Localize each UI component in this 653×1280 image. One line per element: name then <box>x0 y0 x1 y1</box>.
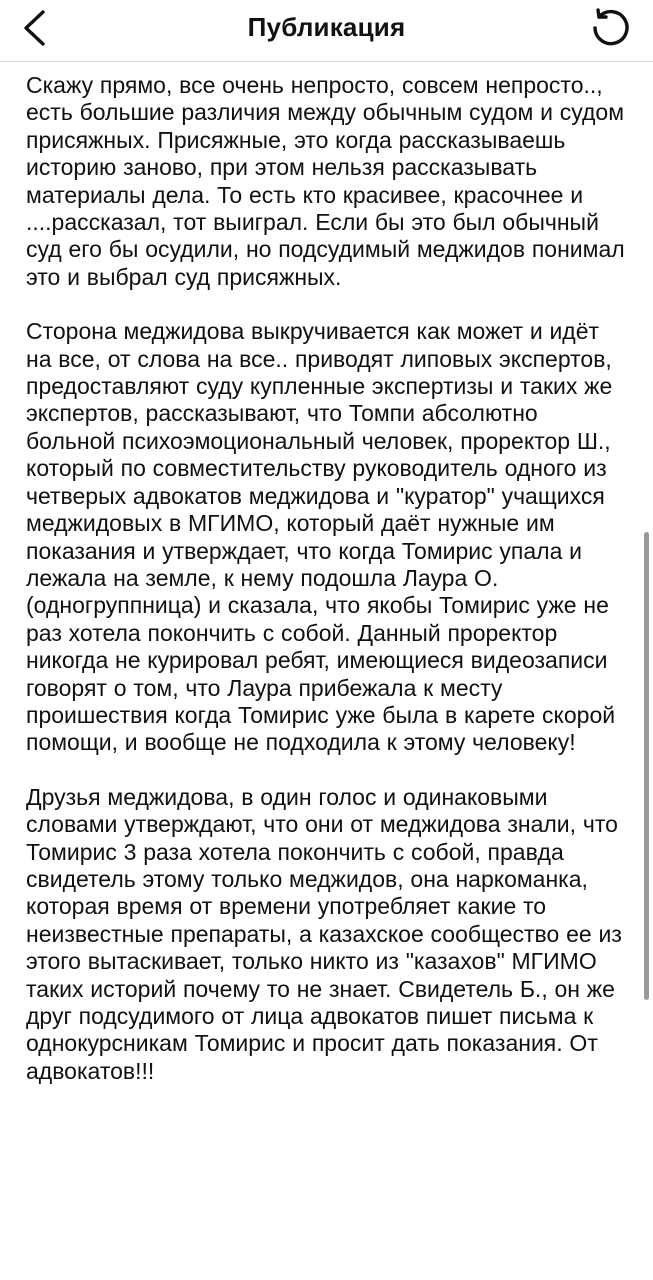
post-paragraph-2: Сторона меджидова выкручивается как может и идёт на все, от слова на все.. приводят липовых экспертов, предоставляют суду купленные экспертизы и таких же экспертов, рассказывают, что Томпи абсолютно больной психоэмоциональный человек, проректор Ш., который по совместительству руководитель одного из четверых адвокатов меджидова и "куратор" учащихся меджидовых в МГИМО, который даёт нужные им показания и утверждает, что когда Томирис упала и лежала на земле, к нему подошла Лаура О. (одногруппница) и сказала, что якобы Томирис уже не раз хотела покончить с собой. Данный проректор никогда не курировал ребят, имеющиеся видеозаписи говорят о том, что Лаура прибежала к месту проишествия когда Томирис уже была в карете скорой помощи, и вообще не подходила к этому человеку! <box>26 318 616 756</box>
page-title: Публикация <box>247 12 406 42</box>
scrollbar[interactable] <box>644 532 649 1000</box>
top-navigation-bar <box>0 0 653 62</box>
refresh-icon <box>589 7 631 49</box>
publication-content <box>26 72 630 1112</box>
post-paragraph-3: Друзья меджидова, в один голос и одинаковыми словами утверждают, что они от меджидова знали, что Томирис 3 раза хотела покончить с собой, правда свидетель этому только меджидов, она наркоманка, которая время от времени употребляет какие то неизвестные препараты, а казахское сообщество ее из этого вытаскивает, только никто из "казахов" МГИМО таких историй почему то не знает. Свидетель Б., он же друг подсудимого от лица адвокатов пишет письма к однокурсникам Томирис и просит дать показания. От адвокатов!!! <box>26 783 622 1084</box>
refresh-button[interactable] <box>587 5 633 51</box>
post-paragraph-1: Скажу прямо, все очень непросто, совсем непросто.., есть большие различия между обычным судом и судом присяжных. Присяжные, это когда рассказываешь историю заново, при этом нельзя рассказывать материалы дела. То есть кто красивее, красочнее и ....рассказал, тот выиграл. Если бы это был обычный суд его бы осудили, но подсудимый меджидов понимал это и выбрал суд присяжных. <box>26 72 625 290</box>
